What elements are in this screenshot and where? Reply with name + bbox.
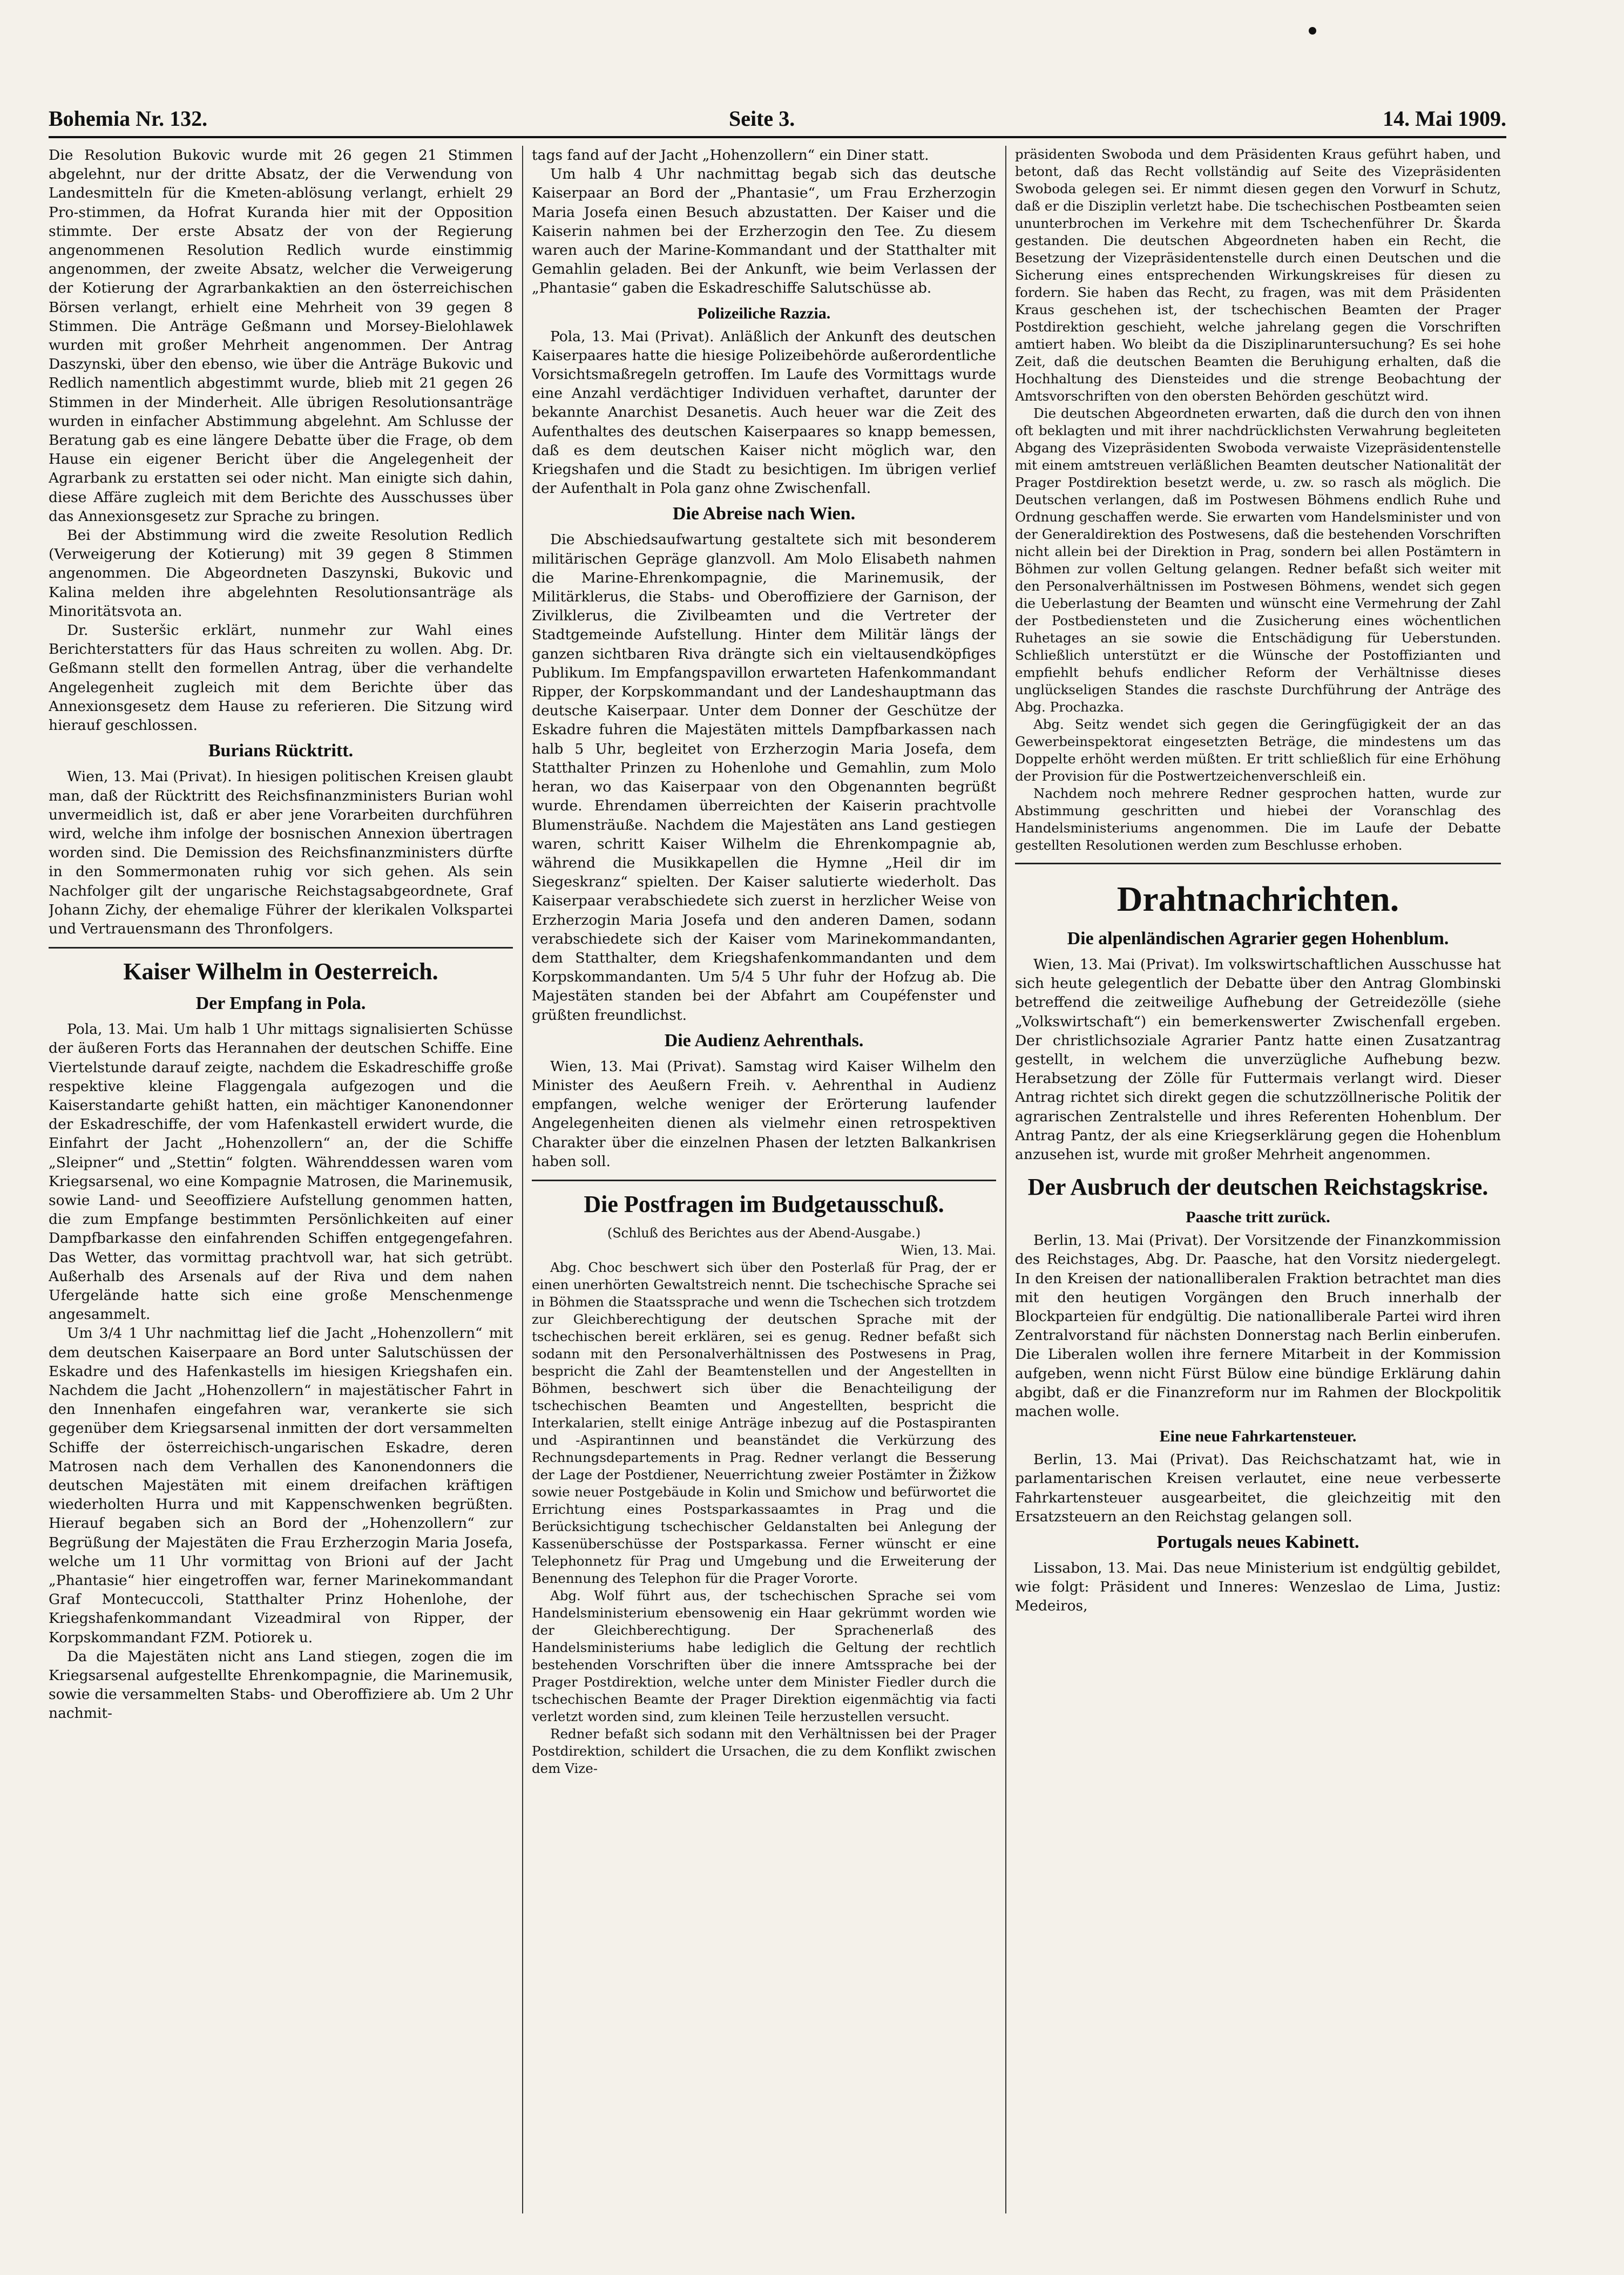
column-3 bbox=[1015, 146, 1501, 2213]
masthead-date: 14. Mai 1909. bbox=[1383, 106, 1506, 131]
article-paragraph: Pola, 13. Mai (Privat). Anläßlich der Ankunft des deutschen Kaiserpaares hatte die hiesige Polizeibehörde außerordentliche Vorsichtsmaßregeln getroffen. Im Laufe des Vormittags wurde eine Anzahl verdächtiger Individuen verhaftet, darunter der bekannte Anarchist Desanetis. Auch heuer war die Zeit des Aufenthaltes des deutschen Kaiserpaares so knapp bemessen, daß es dem deutschen Kaiser nicht möglich war, den Kriegshafen und die Stadt zu besichtigen. Im übrigen verlief der Aufenthalt in Pola ganz ohne Zwischenfall. bbox=[532, 328, 996, 497]
column-divider bbox=[522, 146, 523, 2213]
section-rule bbox=[1015, 863, 1501, 864]
subheadline-paasche: Paasche tritt zurück. bbox=[1186, 1208, 1330, 1227]
article-paragraph: Nachdem noch mehrere Redner gesprochen hatten, wurde zur Abstimmung geschritten und hiebei der Voranschlag des Handelsministeriums angenommen. Die im Laufe der Debatte gestellten Resolutionen werden zum Beschlusse erhoben. bbox=[1015, 786, 1501, 853]
article-paragraph: präsidenten Swoboda und dem Präsidenten Kraus geführt haben, und betont, daß das Recht vollständig auf Seite des Vizepräsidenten Swoboda gelegen sei. Er nimmt diesen gegen den Vorwurf in Schutz, daß er die Disziplin verletzt habe. Die tschechischen Postbeamten seien ununterbrochen im Verkehre mit dem Tschechenführer Dr. Škarda gestanden. Die deutschen Abgeordneten haben ein Recht, die Besetzung der Vizepräsidentenstelle durch einen Deutschen und die Sicherung eines entsprechenden Wirkungskreises für diesen zu fordern. Sie haben das Recht, zu fragen, was mit dem Präsidenten Kraus geschehen ist, der tschechischen Beamten der Prager Postdirektion geschieht, welche jahrelang gegen die Vorschriften amtiert haben. Wo bleibt da die Disziplinaruntersuchung? Es sei hohe Zeit, daß die deutschen Beamten die Beruhigung erhalten, daß die Hochhaltung des Diensteides und die strenge Beobachtung der Amtsvorschriften von den obersten Behörden geschützt wird. bbox=[1015, 146, 1501, 404]
article-paragraph: Da die Majestäten nicht ans Land stiegen, zogen die im Kriegsarsenal aufgestellte Ehrenkompagnie, die Marinemusik, sowie die versammelten Stabs- und Oberoffiziere ab. Um 2 Uhr nachmit- bbox=[49, 1648, 513, 1722]
article-paragraph: Wien, 13. Mai (Privat). In hiesigen politischen Kreisen glaubt man, daß der Rücktritt des Reichsfinanzministers Burian wohl unvermeidlich ist, daß er aber jene Vorarbeiten durchführen wird, welche ihm infolge der bosnischen Annexion übertragen worden sind. Die Demission des Reichsfinanzministers dürfte in den Sommermonaten ruhig vor sich gehen. Als sein Nachfolger gilt der ungarische Reichstagsabgeordnete, Graf Johann Zichy, der ehemalige Führer der klerikalen Volkspartei und Vertrauensmann des Thronfolgers. bbox=[49, 768, 513, 937]
article-paragraph: Wien, 13. Mai (Privat). Im volkswirtschaftlichen Ausschusse hat sich heute gelegentlich der Debatte über den Antrag Glombinski betreffend die zeitweilige Aufhebung der Getreidezölle (siehe „Volkswirtschaft“) ein bemerkenswerter Zwischenfall ergeben. Der christlichsoziale Agrarier Pantz hatte einen Zusatzantrag gestellt, in welchem die unverzügliche Aufhebung bezw. Herabsetzung der Zölle für Futtermais verlangt wird. Dieser Antrag richtet sich direkt gegen die schutzzöllnerische Politik der agrarischen Zentralstelle und ihres Referenten Hohenblum. Der Antrag Pantz, der als eine Kriegserklärung gegen die Hohenblum anzusehen ist, wurde mit großer Mehrheit angenommen. bbox=[1015, 956, 1501, 1163]
section-rule bbox=[49, 947, 513, 949]
masthead bbox=[49, 103, 1506, 135]
headline-burian: Burians Rücktritt. bbox=[208, 741, 354, 761]
masthead-publication: Bohemia Nr. 132. bbox=[49, 106, 208, 131]
article-paragraph: Um 3/4 1 Uhr nachmittag lief die Jacht „Hohenzollern“ mit dem deutschen Kaiserpaare an Bord unter Salutschüssen der Eskadre und des Hafenkastells im hiesigen Kriegshafen ein. Nachdem die Jacht „Hohenzollern“ in majestätischer Fahrt in den Innenhafen eingefahren war, verankerte sie sich gegenüber dem Kriegsarsenal inmitten der dort versammelten Schiffe der österreichisch-ungarischen Eskadre, deren Matrosen nach dem Verhallen des Kanonendonners die deutschen Majestäten mit einem dreifachen kräftigen wiederholten Hurra und mit Kappenschwenken begrüßten. Hierauf begaben sich an Bord der „Hohenzollern“ zur Begrüßung der Majestäten die Frau Erzherzogin Maria Josefa, welche um 11 Uhr vormittag von Brioni auf der Jacht „Phantasie“ hier eingetroffen war, ferner Marinekommandant Graf Montecuccoli, Statthalter Prinz Hohenlohe, der Kriegshafenkommandant Vizeadmiral von Ripper, der Korpskommandant FZM. Potiorek u. bbox=[49, 1325, 513, 1646]
masthead-page-number: Seite 3. bbox=[729, 106, 795, 131]
article-paragraph: Berlin, 13. Mai (Privat). Das Reichschatzamt hat, wie in parlamentarischen Kreisen verlautet, eine neue verbesserte Fahrkartensteuer ausgearbeitet, die gleichzeitig mit den Ersatzsteuern an den Reichstag gelangen soll. bbox=[1015, 1451, 1501, 1525]
headline-portugal: Portugals neues Kabinett. bbox=[1156, 1532, 1359, 1553]
newspaper-page bbox=[49, 103, 1506, 2219]
article-paragraph: Die Resolution Bukovic wurde mit 26 gegen 21 Stimmen abgelehnt, nur der dritte Absatz, der die Verwendung von Landesmitteln für die Kmeten-ablösung verlangt, erhielt 29 Pro-stimmen, da Hofrat Kuranda hier mit der Opposition stimmte. Der erste Absatz der von der Regierung angenommenen Resolution Redlich wurde einstimmig angenommen, der zweite Absatz, welcher die Verweigerung der Kotierung der Agrarbankaktien an den österreichischen Börsen verlangt, erhielt eine Mehrheit von 39 gegen 8 Stimmen. Die Anträge Geßmann und Morsey-Bielohlawek wurden mit großer Mehrheit angenommen. Der Antrag Daszynski, über den ebenso, wie über die Anträge Bukovic und Redlich namentlich abgestimmt wurde, blieb mit 21 gegen 26 Stimmen in der Minderheit. Alle übrigen Resolutionsanträge wurden in einfacher Abstimmung abgelehnt. Am Schlusse der Beratung gab es eine längere Debatte über die Frage, ob dem Hause ein eigener Bericht über die Angelegenheit der Agrarbank zu erstatten sei oder nicht. Man einigte sich dahin, diese Affäre zugleich mit dem Berichte des Ausschusses über das Annexionsgesetz zur Sprache zu bringen. bbox=[49, 147, 513, 525]
ink-spot bbox=[1309, 27, 1316, 35]
headline-drahtnachrichten: Drahtnachrichten. bbox=[1116, 879, 1399, 919]
article-paragraph: tags fand auf der Jacht „Hohenzollern“ ein Diner statt. bbox=[532, 147, 929, 164]
headline-razzia: Polizeiliche Razzia. bbox=[697, 304, 831, 322]
article-paragraph: Abg. Choc beschwert sich über den Posterlaß für Prag, der er einen unerhörten Gewaltstreich nennt. Die tschechische Sprache sei in Böhmen die Staatssprache und wenn die Tschechen sich trotzdem zur Gleichberechtigung der deutschen Sprache mit der tschechischen bereit erklären, sei es genug. Redner befaßt sich sodann mit den Personalverhältnissen des Postwesens in Prag, bespricht die Zahl der Beamtenstellen und der Angestellten in Böhmen, beschwert sich über die Benachteiligung der tschechischen Beamten und Angestellten, bespricht die Interkalarien, stellt einige Anträge inbezug auf die Postaspiranten und -Aspirantinnen und beanständet die Verkürzung des Rechnungsdepartements in Prag. Redner verlangt die Besserung der Lage der Postdiener, Neuerrichtung zweier Postämter in Žižkow sowie neuer Postgebäude in Kolin und Smichow und befürwortet die Errichtung eines Postsparkassaamtes in Prag und die Berücksichtigung tschechischer Geldanstalten bei Anlegung der Kassenüberschüsse der Postsparkassa. Ferner wünscht er eine Telephonnetz für Prag und Umgebung und die Erweiterung der Benennung des Telephon für die Prager Vororte. bbox=[532, 1259, 996, 1586]
article-paragraph: Redner befaßt sich sodann mit den Verhältnissen bei der Prager Postdirektion, schildert die Ursachen, die zu dem Konflikt zwischen dem Vize- bbox=[532, 1725, 996, 1776]
article-paragraph: Pola, 13. Mai. Um halb 1 Uhr mittags signalisierten Schüsse der äußeren Forts das Herannahen der deutschen Schiffe. Eine Viertelstunde darauf zeigte, nachdem die Eskadreschiffe große respektive kleine Flaggengala aufgezogen und die Kaiserstandarte gehißt hatten, ein mächtiger Kanonendonner der Eskadreschiffe, der vom Hafenkastell erwidert wurde, die Einfahrt der Jacht „Hohenzollern“ an, der die Schiffe „Sleipner“ und „Stettin“ folgten. Währenddessen waren vom Kriegsarsenal, wo eine Kompagnie Matrosen, die Marinemusik, sowie Land- und Seeoffiziere Aufstellung genommen hatten, die zum Empfange bestimmten Persönlichkeiten auf einer Dampfbarkasse den einfahrenden Schiffen entgegengefahren. Das Wetter, das vormittag prachtvoll war, hat sich getrübt. Außerhalb des Arsenals auf der Riva und dem nahen Ufergelände hatte sich eine große Menschenmenge angesammelt. bbox=[49, 1021, 513, 1323]
article-paragraph: Dr. Susteršic erklärt, nunmehr zur Wahl eines Berichterstatters für das Haus schreiten zu wollen. Abg. Dr. Geßmann stellt den formellen Antrag, über die verhandelte Angelegenheit zugleich mit dem Berichte über das Annexionsgesetz dem Hause zu referieren. Die Sitzung wird hierauf geschlossen. bbox=[49, 622, 513, 734]
headline-abreise: Die Abreise nach Wien. bbox=[672, 504, 856, 524]
column-2 bbox=[532, 146, 996, 2213]
article-paragraph: Die Abschiedsaufwartung gestaltete sich mit besonderem militärischen Gepräge glanzvoll. Am Molo Elisabeth nahmen die Marine-Ehrenkompagnie, die Marinemusik, der Militärklerus, die Stabs- und Oberoffiziere der Garnison, der Zivilklerus, die Zivilbeamten und die Vertreter der Stadtgemeinde Aufstellung. Hinter dem Militär längs der ganzen sichtbaren Riva drängte sich ein vieltausendköpfiges Publikum. Im Empfangspavillon erwarteten Hafenkommandant Ripper, der Korpskommandant und der Landeshauptmann das deutsche Kaiserpaar. Unter dem Donner der Geschütze der Eskadre fuhren die Majestäten mittels Dampfbarkassen nach halb 5 Uhr, begleitet von Erzherzogin Maria Josefa, dem Statthalter Prinzen zu Hohenlohe und Gemahlin, zum Molo heran, wo das Kaiserpaar von den Obgenannten begrüßt wurde. Ehrendamen überreichten der Kaiserin prachtvolle Blumensträuße. Nachdem die Majestäten ans Land gestiegen waren, schritt Kaiser Wilhelm die Ehrenkompagnie ab, während die Musikkapellen die Hymne „Heil dir im Siegeskranz“ spielten. Der Kaiser salutierte wiederholt. Das Kaiserpaar verabschiedete sich zuerst in herzlicher Weise von Erzherzogin Maria Josefa und den anderen Damen, sodann verabschiedete sich der Kaiser vom Marinekommandanten, dem Statthalter, dem Kriegshafenkommandanten und dem Korpskommandanten. Um 5/4 5 Uhr fuhr der Hofzug ab. Die Majestäten standen bei der Abfahrt am Coupéfenster und grüßten freundlichst. bbox=[532, 531, 996, 1024]
headline-fahrkartensteuer: Eine neue Fahrkartensteuer. bbox=[1159, 1427, 1357, 1446]
article-paragraph: Abg. Wolf führt aus, der tschechischen Sprache sei vom Handelsministerium ebensowenig ein Haar gekrümmt worden wie der Gleichberechtigung. Der Sprachenerlaß des Handelsministeriums habe lediglich die Geltung der rechtlich bestehenden Vorschriften über die innere Amtssprache bei der Prager Postdirektion, welche unter dem Minister Fiedler durch die tschechischen Beamte der Prager Direktion eigenmächtig via facti verletzt worden sind, zum kleinen Teile herzustellen versucht. bbox=[532, 1587, 996, 1724]
headline-postfragen: Die Postfragen im Budgetausschuß. bbox=[584, 1190, 944, 1217]
article-paragraph: Lissabon, 13. Mai. Das neue Ministerium ist endgültig gebildet, wie folgt: Präsident und Inneres: Wenzeslao de Lima, Justiz: Medeiros, bbox=[1015, 1560, 1501, 1615]
article-paragraph: Um halb 4 Uhr nachmittag begab sich das deutsche Kaiserpaar an Bord der „Phantasie“, um Frau Erzherzogin Maria Josefa einen Besuch abzustatten. Der Kaiser und die Kaiserin nahmen bei der Erzherzogin den Tee. Zu diesem waren auch der Marine-Kommandant und der Statthalter mit Gemahlin geladen. Bei der Ankunft, wie beim Verlassen der „Phantasie“ gaben die Eskadreschiffe Salutschüsse ab. bbox=[532, 166, 996, 297]
article-paragraph: Abg. Seitz wendet sich gegen die Geringfügigkeit der an das Gewerbeinspektorat eingesetzten Beträge, die mindestens um das Doppelte erhöht werden müßten. Er tritt schließlich für eine Erhöhung der Provision für die Postwertzeichenverschleiß ein. bbox=[1015, 716, 1501, 784]
headline-agrarier: Die alpenländischen Agrarier gegen Hohenblum. bbox=[1067, 929, 1449, 949]
dateline: Wien, 13. Mai. bbox=[901, 1242, 996, 1258]
headline-audienz: Die Audienz Aehrenthals. bbox=[664, 1030, 864, 1051]
article-paragraph: Wien, 13. Mai (Privat). Samstag wird Kaiser Wilhelm den Minister des Aeußern Freih. v. Aehrenthal in Audienz empfangen, welche weniger der Erörterung laufender Angelegenheiten dienen als vielmehr einen retrospektiven Charakter über die einzelnen Phasen der letzten Balkankrisen haben soll. bbox=[532, 1058, 996, 1170]
column-1 bbox=[49, 146, 513, 2213]
headline-reichstagskrise: Der Ausbruch der deutschen Reichstagskrise. bbox=[1027, 1174, 1488, 1201]
section-rule bbox=[532, 1180, 996, 1181]
column-divider bbox=[1005, 146, 1006, 2213]
article-paragraph: Bei der Abstimmung wird die zweite Resolution Redlich (Verweigerung der Kotierung) mit 39 gegen 8 Stimmen angenommen. Die Abgeordneten Daszynski, Bukovic und Kalina melden ihre abgelehnten Resolutionsanträge als Minoritätsvota an. bbox=[49, 527, 513, 620]
subheadline-empfang: Der Empfang in Pola. bbox=[195, 993, 366, 1014]
editorial-note: (Schluß des Berichtes aus der Abend-Ausgabe.) bbox=[607, 1225, 921, 1241]
article-paragraph: Die deutschen Abgeordneten erwarten, daß die durch den von ihnen oft beklagten und mit ihrer nachdrücklichsten Verwahrung begleiteten Abgang des Vizepräsidenten Swoboda verwaiste Vizepräsidentenstelle mit einem amtstreuen verläßlichen Beamten deutscher Nationalität der Prager Postdirektion besetzt werde, u. zw. so rasch als möglich. Die Deutschen verlangen, daß im Postwesen Böhmens endlich Ruhe und Ordnung geschaffen werde. Sie erwarten vom Handelsminister und von der Generaldirektion des Postwesens, daß die bestehenden Vorschriften nicht allein bei der Direktion in Prag, sondern bei allen Postämtern in Böhmen zur vollen Geltung gelangen. Redner befaßt sich weiter mit den Personalverhältnissen im Postwesen Böhmens, wendet sich gegen die Ueberlastung der Beamten und wünscht eine Vermehrung der Zahl der Postbediensteten und die Zusicherung eines wöchentlichen Ruhetages an sie sowie die Entschädigung für Ueberstunden. Schließlich unterstützt er die Wünsche der Postoffizianten und empfiehlt behufs endlicher Reform der Verhältnisse dieses unglückseligen Standes die raschste Durchführung der Anträge des Abg. Prochazka. bbox=[1015, 405, 1501, 715]
article-paragraph: Berlin, 13. Mai (Privat). Der Vorsitzende der Finanzkommission des Reichstages, Abg. Dr. Paasche, hat den Vorsitz niedergelegt. In den Kreisen der nationalliberalen Fraktion betrachtet man dies mit den heutigen Vorgängen den Bruch innerhalb der Blockparteien für endgültig. Die nationalliberale Partei wird ihren Zentralvorstand für nächsten Donnerstag nach Berlin einberufen. Die Liberalen wollen ihre fernere Mitarbeit in der Kommission aufgeben, wenn nicht Fürst Bülow eine bündige Erklärung dahin abgibt, daß er die Finanzreform nur im Rahmen der Blockpolitik machen wolle. bbox=[1015, 1232, 1501, 1420]
masthead-rule bbox=[49, 136, 1506, 138]
headline-kaiser-wilhelm: Kaiser Wilhelm in Oesterreich. bbox=[123, 958, 438, 985]
